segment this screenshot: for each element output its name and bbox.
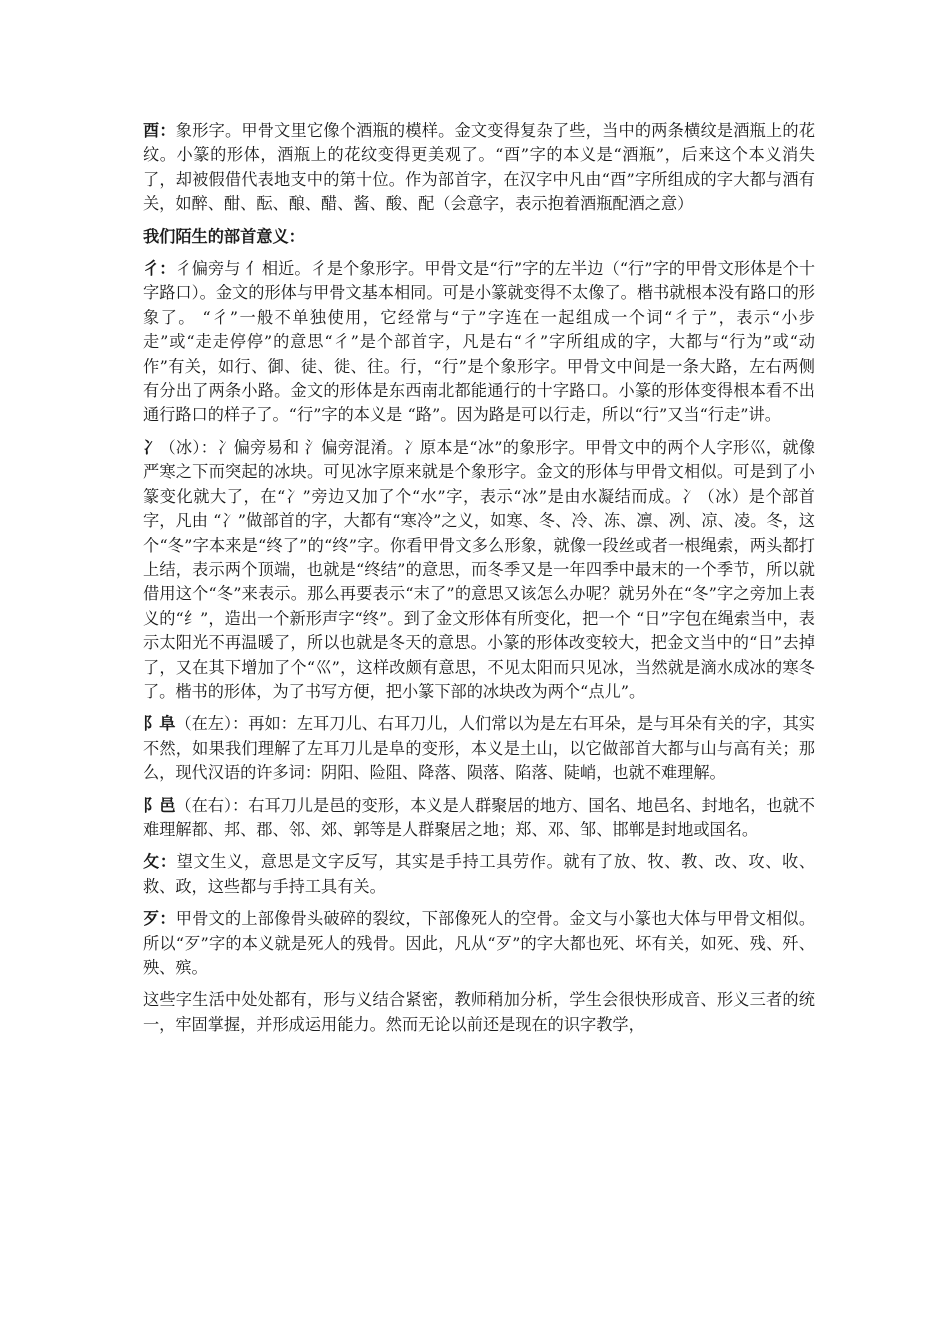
paragraph-text: 甲骨文的上部像骨头破碎的裂纹，下部像死人的空骨。金文与小篆也大体与甲骨文相似。所以“歹”字的本义就是死人的残骨。因此，凡从“歹”的字大都也死、坏有关，如死、残、歼、殃、殡。 [143, 909, 816, 977]
paragraph-head: 阝阜 [143, 714, 176, 734]
paragraph-head: 歹： [143, 909, 176, 929]
paragraph-head: 阝邑 [143, 795, 176, 815]
paragraph-text: （冰）：冫偏旁易和 氵偏旁混淆。冫原本是“冰”的象形字。甲骨文中的两个人字形巛，就像严寒之下而突起的冰块。可见冰字原来就是个象形字。金文的形体与甲骨文相似。可是到了小篆变化就大了，在“冫”旁边又加了个“水”字，表示“冰”是由水凝结而成。冫（冰）是个部首字，凡由 “冫”做部首的字，大都有“寒冷”之义，如寒、冬、冷、冻、凛、冽、凉、凌。冬，这个“冬”字本来是“终了”的“终”字。你看甲骨文多么形象，就像一段丝或者一根绳索，两头都打上结，表示两个顶端，也就是“终结”的意思，而冬季又是一年四季中最末的一个季节，所以就借用这个“冬”来表示。那么再要表示“末了”的意思又该怎么办呢？就另外在“冬”字之旁加上表义的“纟”，造出一个新形声字“终”。到了金文形体有所变化，把一个 “日”字包在绳索当中，表示太阳光不再温暖了，所以也就是冬天的意思。小篆的形体改变较大，把金文当中的“日”去掉了，又在其下增加了个“巛”，这样改颇有意思，不见太阳而只见冰，当然就是滴水成冰的寒冬了。楷书的形体，为了书写方便，把小篆下部的冰块改为两个“点儿”。 [143, 437, 816, 701]
paragraph-fu [143, 712, 815, 785]
document-page [143, 119, 815, 1045]
paragraph-text: 望文生义，意思是文字反写，其实是手持工具劳作。就有了放、牧、教、改、攻、收、救、政，这些都与手持工具有关。 [143, 852, 816, 896]
paragraph-text: （在右）：右耳刀儿是邑的变形，本义是人群聚居的地方、国名、地邑名、封地名，也就不难理解都、邦、郡、邻、郊、郭等是人群聚居之地；郑、邓、邹、邯郸是封地或国名。 [143, 795, 815, 839]
paragraph-chi [143, 257, 815, 428]
paragraph-text: 彳偏旁与 亻相近。彳是个象形字。甲骨文是“行”字的左半边（“行”字的甲骨文形体是个十字路口）。金文的形体与甲骨文基本相同。可是小篆就变得不太像了。楷书就根本没有路口的形象了。 “彳”一般不单独使用，它经常与“亍”字连在一起组成一个词“彳亍”，表示“小步走”或“走走停停”的意思“彳”是个部首字，凡是右“彳”字所组成的字，大都与“行为”或“动作”有关，如行、御、徒、徙、往。行，“行”是个象形字。甲骨文中间是一条大路，左右两侧有分出了两条小路。金文的形体是东西南北都能通行的十字路口。小篆的形体变得根本看不出通行路口的样子了。“行”字的本义是 “路”。因为路是可以行走，所以“行”又当“行走”讲。 [143, 259, 816, 425]
paragraph-text: 这些字生活中处处都有，形与义结合紧密，教师稍加分析，学生会很快形成音、形义三者的统一，牢固掌握，并形成运用能力。然而无论以前还是现在的识字教学， [143, 990, 815, 1034]
paragraph-text: （在左）：再如：左耳刀儿、右耳刀儿，人们常以为是左右耳朵，是与耳朵有关的字，其实不然，如果我们理解了左耳刀儿是阜的变形，本义是土山，以它做部首大都与山与高有关；那么，现代汉语的许多词：阴阳、险阻、降落、陨落、陷落、陡峭，也就不难理解。 [143, 714, 815, 783]
paragraph-yi [143, 794, 815, 843]
paragraph-head: 彳： [143, 259, 176, 279]
paragraph-you [143, 119, 815, 217]
paragraph-bing [143, 436, 815, 704]
section-heading: 我们陌生的部首意义： [143, 226, 305, 246]
paragraph-head: 冫 [143, 437, 160, 457]
paragraph-head: 攵： [143, 852, 177, 872]
paragraph-head: 酉： [143, 121, 176, 140]
paragraph-closing [143, 988, 815, 1037]
paragraph-pu [143, 850, 815, 899]
paragraph-dai [143, 907, 815, 980]
paragraph-text: 象形字。甲骨文里它像个酒瓶的模样。金文变得复杂了些，当中的两条横纹是酒瓶上的花纹。小篆的形体，酒瓶上的花纹变得更美观了。“酉”字的本义是“酒瓶”，后来这个本义消失了，却被假借代表地支中的第十位。作为部首字，在汉字中凡由“酉”字所组成的字大都与酒有关，如醉、酣、酝、酿、醋、酱、酸、配（会意字，表示抱着酒瓶配酒之意） [143, 121, 816, 214]
